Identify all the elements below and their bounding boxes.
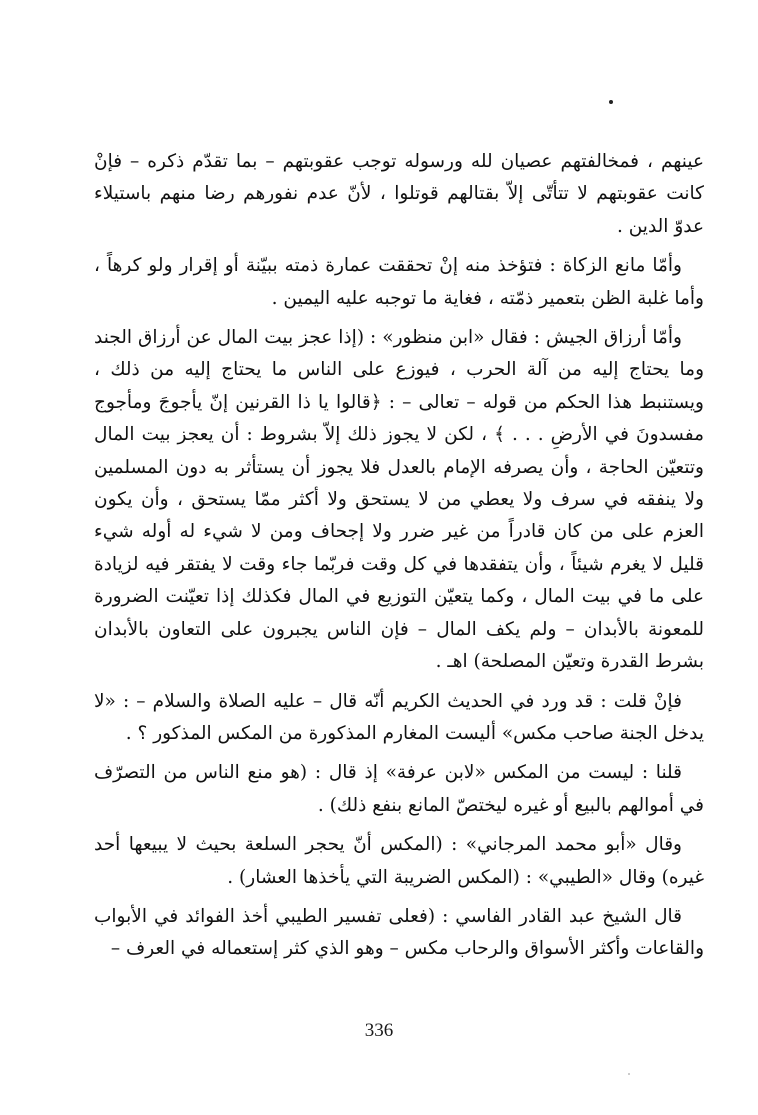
page-number: 336 xyxy=(364,1020,394,1041)
paragraph-1: عينهم ، فمخالفتهم عصيان لله ورسوله توجب عقوبتهم – بما تقدّم ذكره – فإنْ كانت عقوبتهم لا تتأتّى إلاّ بقتالهم قوتلوا ، لأنّ عدم نفورهم رضا منهم باستيلاء عدوّ الدين . xyxy=(94,151,704,237)
body-text xyxy=(94,146,704,973)
paragraph-3: وأمّا أرزاق الجيش : فقال «ابن منظور» : (إذا عجز بيت المال عن أرزاق الجند وما يحتاج إليه من آلة الحرب ، فيوزع على الناس ما يحتاج إليه من ذلك ، ويستنبط هذا الحكم من قوله – تعالى – : ﴿قالوا يا ذا القرنين إنّ يأجوجَ ومأجوج مفسدونَ في الأرضِ . . . ﴾ ، لكن لا يجوز ذلك إلاّ بشروط : أن يعجز بيت المال وتتعيّن الحاجة ، وأن يصرفه الإمام بالعدل فلا يجوز أن يستأثر به دون المسلمين ولا ينفقه في سرف ولا يعطي من لا يستحق ولا أكثر ممّا يستحق ، وأن يكون العزم على من كان قادراً من غير ضرر ولا إجحاف ومن لا شيء له أوله شيء قليل لا يغرم شيئاً ، وأن يتفقدها في كل وقت فربّما جاء وقت لا يفتقر فيه لزيادة على ما في بيت المال ، وكما يتعيّن التوزيع في المال فكذلك إذا تعيّنت الضرورة للمعونة بالأبدان – ولم يكف المال – فإن الناس يجبرون على التعاون بالأبدان بشرط القدرة وتعيّن المصلحة) اهـ . xyxy=(94,327,704,673)
paragraph-7: قال الشيخ عبد القادر الفاسي : (فعلى تفسير الطيبي أخذ الفوائد في الأبواب والقاعات وأكثر الأسواق والرحاب مكس – وهو الذي كثر إستعماله في العرف – xyxy=(94,905,704,960)
scan-speck xyxy=(628,1073,630,1075)
paragraph-5: قلنا : ليست من المكس «لابن عرفة» إذ قال : (هو منع الناس من التصرّف في أموالهم بالبيع أو غيره ليختصّ المانع بنفع ذلك) . xyxy=(94,762,704,816)
paragraph-6: وقال «أبو محمد المرجاني» : (المكس أنّ يحجر السلعة بحيث لا يبيعها أحد غيره) وقال «الطيبي» : (المكس الضريبة التي يأخذها العشار) . xyxy=(94,834,704,888)
paragraph-2: وأمّا مانع الزكاة : فتؤخذ منه إنْ تحققت عمارة ذمته ببيّنة أو إقرار ولو كرهاً ، وأما غلبة الظن بتعمير ذمّته ، فغاية ما توجبه عليه اليمين . xyxy=(94,255,704,309)
margin-dot xyxy=(609,100,613,104)
paragraph-4: فإنْ قلت : قد ورد في الحديث الكريم أنّه قال – عليه الصلاة والسلام – : «لا يدخل الجنة صاحب مكس» أليست المغارم المذكورة من المكس المذكور ؟ . xyxy=(94,690,704,744)
